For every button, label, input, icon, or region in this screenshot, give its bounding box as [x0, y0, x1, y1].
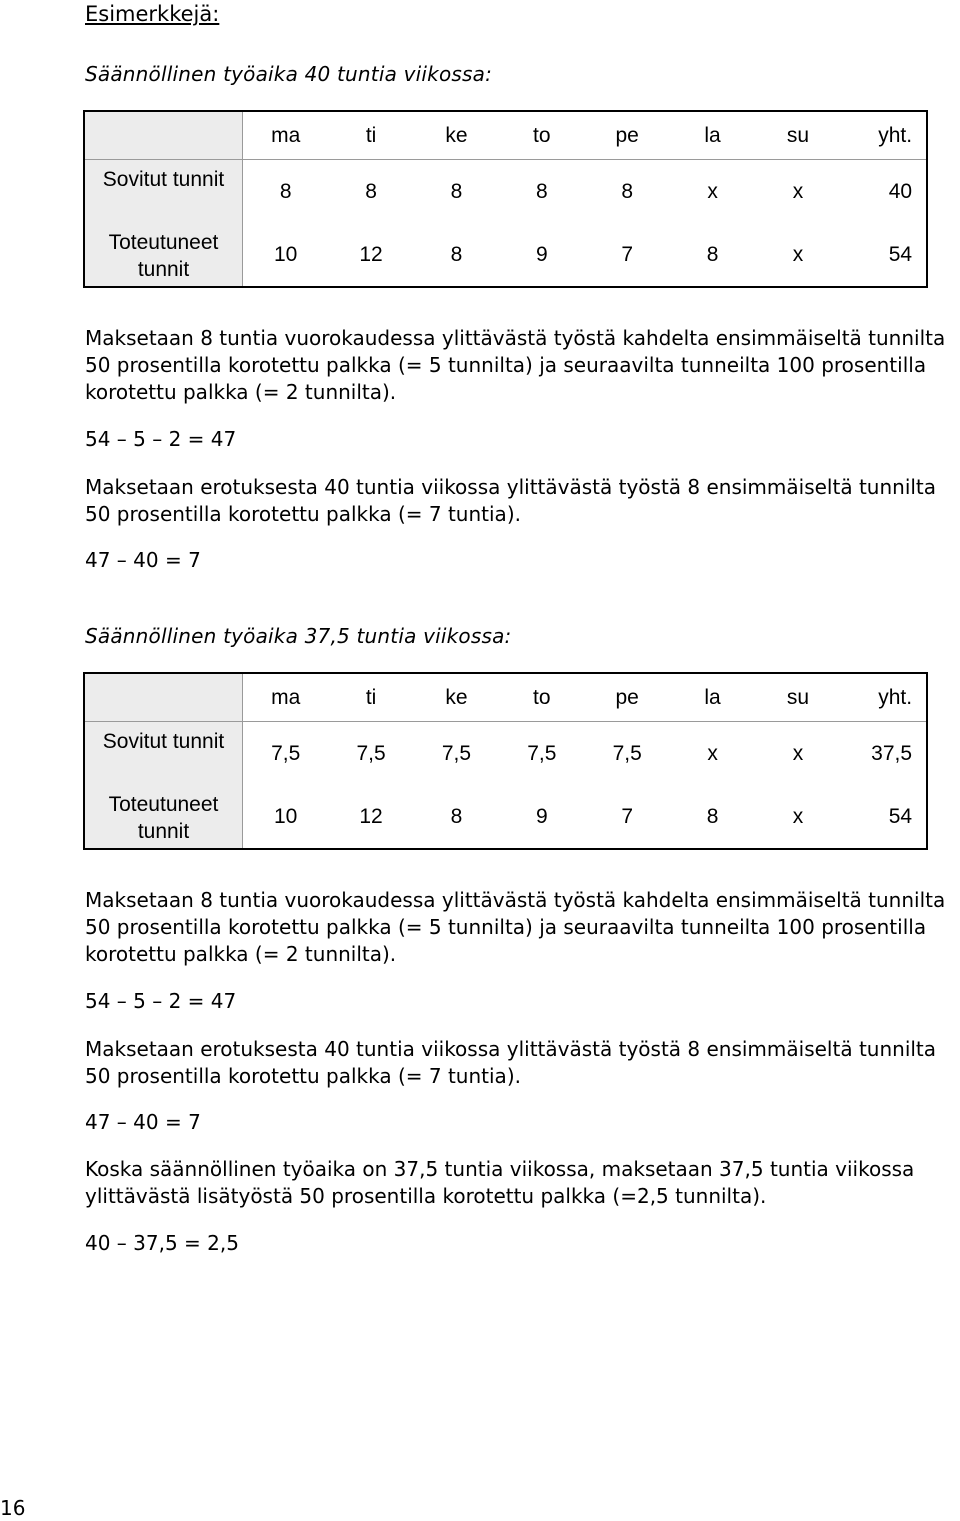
table-cell: x: [707, 180, 718, 203]
section1-calc-2: 47 – 40 = 7: [85, 548, 201, 572]
table-cell: 8: [535, 180, 548, 203]
section2-calc-1: 54 – 5 – 2 = 47: [85, 989, 237, 1013]
col-header-pe: pe: [615, 124, 639, 147]
col-header-ke: ke: [445, 686, 468, 709]
table-row: [243, 793, 926, 841]
table-row: [243, 730, 926, 778]
table-cell: 40: [888, 180, 913, 203]
table-cell: 9: [535, 805, 548, 828]
section1-title: Säännöllinen työaika 40 tuntia viikossa:: [85, 62, 493, 86]
col-header-ke: ke: [445, 124, 468, 147]
table-row: [243, 231, 926, 279]
table-cell: 7: [621, 805, 634, 828]
page-number: 16: [0, 1496, 26, 1520]
col-header-pe: pe: [615, 686, 639, 709]
table-cell: 54: [888, 805, 913, 828]
col-header-su: su: [786, 124, 810, 147]
col-header-yht: yht.: [878, 686, 913, 709]
table-header-row: [243, 674, 926, 722]
table-cell: 7,5: [271, 742, 301, 765]
row-label-sovitut: Sovitut tunnit: [102, 168, 225, 191]
examples-heading: Esimerkkejä:: [85, 2, 220, 26]
table-cell: 7,5: [356, 742, 386, 765]
table-row: [243, 168, 926, 216]
col-header-yht: yht.: [878, 124, 913, 147]
col-header-to: to: [533, 124, 551, 147]
section2-title: Säännöllinen työaika 37,5 tuntia viikossa:: [85, 624, 512, 648]
table-cell: 12: [359, 243, 383, 266]
table-cell: 12: [359, 805, 383, 828]
section2-paragraph-3: Koska säännöllinen työaika on 37,5 tuntia viikossa, maksetaan 37,5 tuntia viikossa ylittävästä lisätyöstä 50 prosentilla korotettu palkka (=2,5 tunnilta).: [85, 1157, 915, 1208]
section2-paragraph-2: Maksetaan erotuksesta 40 tuntia viikossa ylittävästä työstä 8 ensimmäiseltä tunnilta 50 prosentilla korotettu palkka (= 7 tuntia).: [85, 1037, 937, 1088]
table-cell: 8: [279, 180, 292, 203]
table-cell: 7,5: [527, 742, 557, 765]
row-label-toteutuneet: Toteutuneet tunnit: [108, 231, 219, 281]
col-header-ma: ma: [271, 686, 301, 709]
section2-paragraph-1: Maksetaan 8 tuntia vuorokaudessa ylittävästä työstä kahdelta ensimmäiseltä tunnilta 50 prosentilla korotettu palkka (= 5 tunnilta) ja seuraavilta tunneilta 100 prosentilla korotettu palkka (= 2 tunnilta).: [85, 888, 946, 966]
table-cell: 10: [274, 243, 298, 266]
table-cell: 9: [535, 243, 548, 266]
table-cell: x: [792, 742, 804, 765]
table-cell: x: [792, 805, 804, 828]
table-cell: 8: [706, 243, 719, 266]
table-cell: 7,5: [612, 742, 642, 765]
col-header-ma: ma: [271, 124, 301, 147]
col-header-la: la: [704, 686, 721, 709]
table-cell: x: [792, 243, 804, 266]
hours-table-37-5: [83, 672, 928, 850]
table-cell: 8: [450, 805, 463, 828]
table-cell: 8: [706, 805, 719, 828]
table-cell: 54: [888, 243, 913, 266]
table-cell: 10: [274, 805, 298, 828]
section2-calc-3: 40 – 37,5 = 2,5: [85, 1231, 239, 1255]
table-cell: 7: [621, 243, 634, 266]
col-header-su: su: [786, 686, 810, 709]
section1-paragraph-1: Maksetaan 8 tuntia vuorokaudessa ylittävästä työstä kahdelta ensimmäiseltä tunnilta 50 prosentilla korotettu palkka (= 5 tunnilta) ja seuraavilta tunneilta 100 prosentilla korotettu palkka (= 2 tunnilta).: [85, 326, 946, 404]
table-cell: 8: [450, 243, 463, 266]
table-cell: 8: [621, 180, 634, 203]
col-header-ti: ti: [365, 686, 377, 709]
col-header-to: to: [533, 686, 551, 709]
section2-calc-2: 47 – 40 = 7: [85, 1110, 201, 1134]
hours-table-40: [83, 110, 928, 288]
table-header-row: [243, 112, 926, 160]
col-header-la: la: [704, 124, 721, 147]
section1-calc-1: 54 – 5 – 2 = 47: [85, 427, 237, 451]
col-header-ti: ti: [365, 124, 377, 147]
table-cell: 8: [365, 180, 377, 203]
table-cell: 8: [450, 180, 463, 203]
table-cell: 37,5: [871, 742, 913, 765]
row-label-toteutuneet: Toteutuneet tunnit: [108, 793, 219, 843]
table-cell: 7,5: [441, 742, 472, 765]
table-cell: x: [707, 742, 718, 765]
table-cell: x: [792, 180, 804, 203]
section1-paragraph-2: Maksetaan erotuksesta 40 tuntia viikossa ylittävästä työstä 8 ensimmäiseltä tunnilta 50 prosentilla korotettu palkka (= 7 tuntia).: [85, 475, 937, 526]
row-label-sovitut: Sovitut tunnit: [102, 730, 225, 753]
